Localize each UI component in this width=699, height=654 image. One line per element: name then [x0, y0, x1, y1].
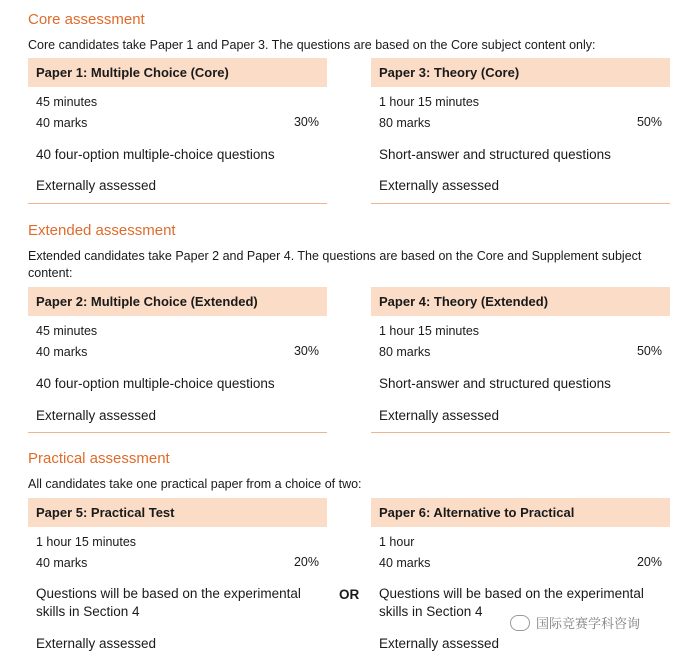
paper-6-marks: 40 marks	[379, 556, 431, 570]
extended-assessment-title: Extended assessment	[28, 222, 176, 239]
paper-1-assessed: Externally assessed	[36, 178, 157, 193]
paper-2-duration: 45 minutes	[36, 324, 98, 338]
paper-6-assessed: Externally assessed	[379, 636, 500, 651]
paper-3-title: Paper 3: Theory (Core)	[371, 58, 670, 87]
wechat-icon	[510, 615, 530, 631]
paper-5-marks: 40 marks	[36, 556, 88, 570]
paper-1-weight: 30%	[293, 115, 319, 129]
paper-2-weight: 30%	[293, 344, 319, 358]
practical-intro: All candidates take one practical paper from a choice of two:	[28, 477, 362, 491]
paper-3-assessed: Externally assessed	[379, 178, 500, 193]
paper-5-title: Paper 5: Practical Test	[28, 498, 327, 527]
core-assessment-title: Core assessment	[28, 11, 145, 28]
paper-6-description: Questions will be based on the experimental skills in Section 4	[379, 586, 644, 619]
or-label: OR	[339, 587, 360, 602]
watermark-text: 国际竞赛学科咨询	[536, 616, 641, 631]
paper-2-assessed: Externally assessed	[36, 408, 157, 423]
paper-4-card	[371, 287, 670, 433]
paper-2-title: Paper 2: Multiple Choice (Extended)	[28, 287, 327, 316]
paper-3-duration: 1 hour 15 minutes	[379, 95, 480, 109]
paper-5-card	[28, 498, 327, 654]
paper-4-weight: 50%	[636, 344, 662, 358]
paper-5-assessed: Externally assessed	[36, 636, 157, 651]
watermark	[510, 613, 640, 632]
paper-5-duration: 1 hour 15 minutes	[36, 535, 137, 549]
paper-3-marks: 80 marks	[379, 116, 431, 130]
practical-assessment-title: Practical assessment	[28, 450, 170, 467]
paper-4-description: Short-answer and structured questions	[379, 376, 611, 391]
paper-4-duration: 1 hour 15 minutes	[379, 324, 480, 338]
paper-1-marks: 40 marks	[36, 116, 88, 130]
paper-1-description: 40 four-option multiple-choice questions	[36, 147, 275, 162]
paper-4-assessed: Externally assessed	[379, 408, 500, 423]
paper-3-weight: 50%	[636, 115, 662, 129]
paper-1-card	[28, 58, 327, 204]
paper-4-marks: 80 marks	[379, 345, 431, 359]
extended-intro: Extended candidates take Paper 2 and Paper 4. The questions are based on the Core and Supplement subject content:	[28, 249, 642, 280]
paper-2-card	[28, 287, 327, 433]
paper-4-title: Paper 4: Theory (Extended)	[371, 287, 670, 316]
core-intro: Core candidates take Paper 1 and Paper 3. The questions are based on the Core subject content only:	[28, 38, 596, 52]
paper-3-card	[371, 58, 670, 204]
paper-1-title: Paper 1: Multiple Choice (Core)	[28, 58, 327, 87]
paper-6-duration: 1 hour	[379, 535, 415, 549]
paper-5-weight: 20%	[293, 555, 319, 569]
paper-2-description: 40 four-option multiple-choice questions	[36, 376, 275, 391]
paper-3-description: Short-answer and structured questions	[379, 147, 611, 162]
paper-5-description: Questions will be based on the experimental skills in Section 4	[36, 586, 301, 619]
paper-6-title: Paper 6: Alternative to Practical	[371, 498, 670, 527]
paper-2-marks: 40 marks	[36, 345, 88, 359]
paper-1-duration: 45 minutes	[36, 95, 98, 109]
paper-6-weight: 20%	[636, 555, 662, 569]
